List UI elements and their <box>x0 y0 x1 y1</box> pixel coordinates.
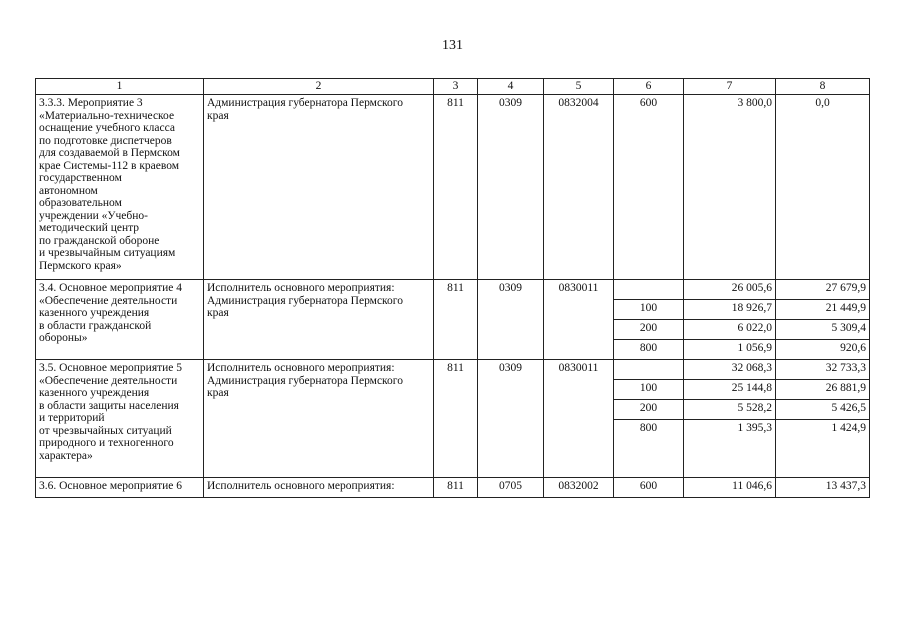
code-col6: 200 <box>614 400 684 420</box>
code-col6: 600 <box>614 95 684 280</box>
header-cell: 7 <box>684 79 776 95</box>
value-col7: 1 395,3 <box>684 420 776 478</box>
value-col7: 6 022,0 <box>684 320 776 340</box>
code-col6: 100 <box>614 300 684 320</box>
header-cell: 8 <box>776 79 870 95</box>
value-col8: 26 881,9 <box>776 380 870 400</box>
value-col8: 920,6 <box>776 340 870 360</box>
code-col6: 800 <box>614 340 684 360</box>
code-col3: 811 <box>434 280 478 360</box>
header-cell: 3 <box>434 79 478 95</box>
header-cell: 2 <box>204 79 434 95</box>
value-col7: 32 068,3 <box>684 360 776 380</box>
executor: Администрация губернатора Пермского края <box>204 95 434 280</box>
table-row <box>36 478 870 498</box>
code-col6: 600 <box>614 478 684 498</box>
table-row <box>36 280 870 300</box>
code-col6 <box>614 360 684 380</box>
value-col8: 13 437,3 <box>776 478 870 498</box>
executor: Исполнитель основного мероприятия: Администрация губернатора Пермского края <box>204 280 434 360</box>
header-cell: 5 <box>544 79 614 95</box>
value-col7: 26 005,6 <box>684 280 776 300</box>
value-col8: 0,0 <box>776 95 870 280</box>
value-col8: 32 733,3 <box>776 360 870 380</box>
table-row <box>36 95 870 280</box>
measure-name: 3.3.3. Мероприятие 3 «Материально-техническое оснащение учебного класса по подготовке диспетчеров для создаваемой в Пермском крае Системы-112 в краевом государственном автономном образовательном учреждении «Учебно- методический центр по гражданской обороне и чрезвычайным ситуациям Пермского края» <box>36 95 204 280</box>
value-col8: 5 309,4 <box>776 320 870 340</box>
measure-name: 3.6. Основное мероприятие 6 <box>36 478 204 498</box>
value-col7: 3 800,0 <box>684 95 776 280</box>
measure-name: 3.5. Основное мероприятие 5 «Обеспечение деятельности казенного учреждения в области защиты населения и территорий от чрезвычайных ситуаций природного и техногенного характера» <box>36 360 204 478</box>
value-col7: 11 046,6 <box>684 478 776 498</box>
code-col6: 200 <box>614 320 684 340</box>
value-col7: 25 144,8 <box>684 380 776 400</box>
code-col6: 100 <box>614 380 684 400</box>
header-cell: 4 <box>478 79 544 95</box>
table-header-row <box>36 79 870 95</box>
value-col8: 27 679,9 <box>776 280 870 300</box>
budget-table <box>35 78 870 498</box>
header-cell: 6 <box>614 79 684 95</box>
code-col3: 811 <box>434 360 478 478</box>
value-col8: 21 449,9 <box>776 300 870 320</box>
code-col5: 0830011 <box>544 360 614 478</box>
code-col4: 0309 <box>478 280 544 360</box>
code-col4: 0309 <box>478 360 544 478</box>
code-col6: 800 <box>614 420 684 478</box>
code-col3: 811 <box>434 478 478 498</box>
measure-name: 3.4. Основное мероприятие 4 «Обеспечение деятельности казенного учреждения в области гражданской обороны» <box>36 280 204 360</box>
code-col5: 0832002 <box>544 478 614 498</box>
value-col7: 18 926,7 <box>684 300 776 320</box>
code-col4: 0705 <box>478 478 544 498</box>
table-row <box>36 360 870 380</box>
value-col7: 1 056,9 <box>684 340 776 360</box>
page-number: 131 <box>442 38 463 53</box>
code-col5: 0830011 <box>544 280 614 360</box>
code-col3: 811 <box>434 95 478 280</box>
value-col8: 1 424,9 <box>776 420 870 478</box>
code-col5: 0832004 <box>544 95 614 280</box>
code-col4: 0309 <box>478 95 544 280</box>
executor: Исполнитель основного мероприятия: Администрация губернатора Пермского края <box>204 360 434 478</box>
value-col8: 5 426,5 <box>776 400 870 420</box>
executor: Исполнитель основного мероприятия: <box>204 478 434 498</box>
code-col6 <box>614 280 684 300</box>
header-cell: 1 <box>36 79 204 95</box>
value-col7: 5 528,2 <box>684 400 776 420</box>
